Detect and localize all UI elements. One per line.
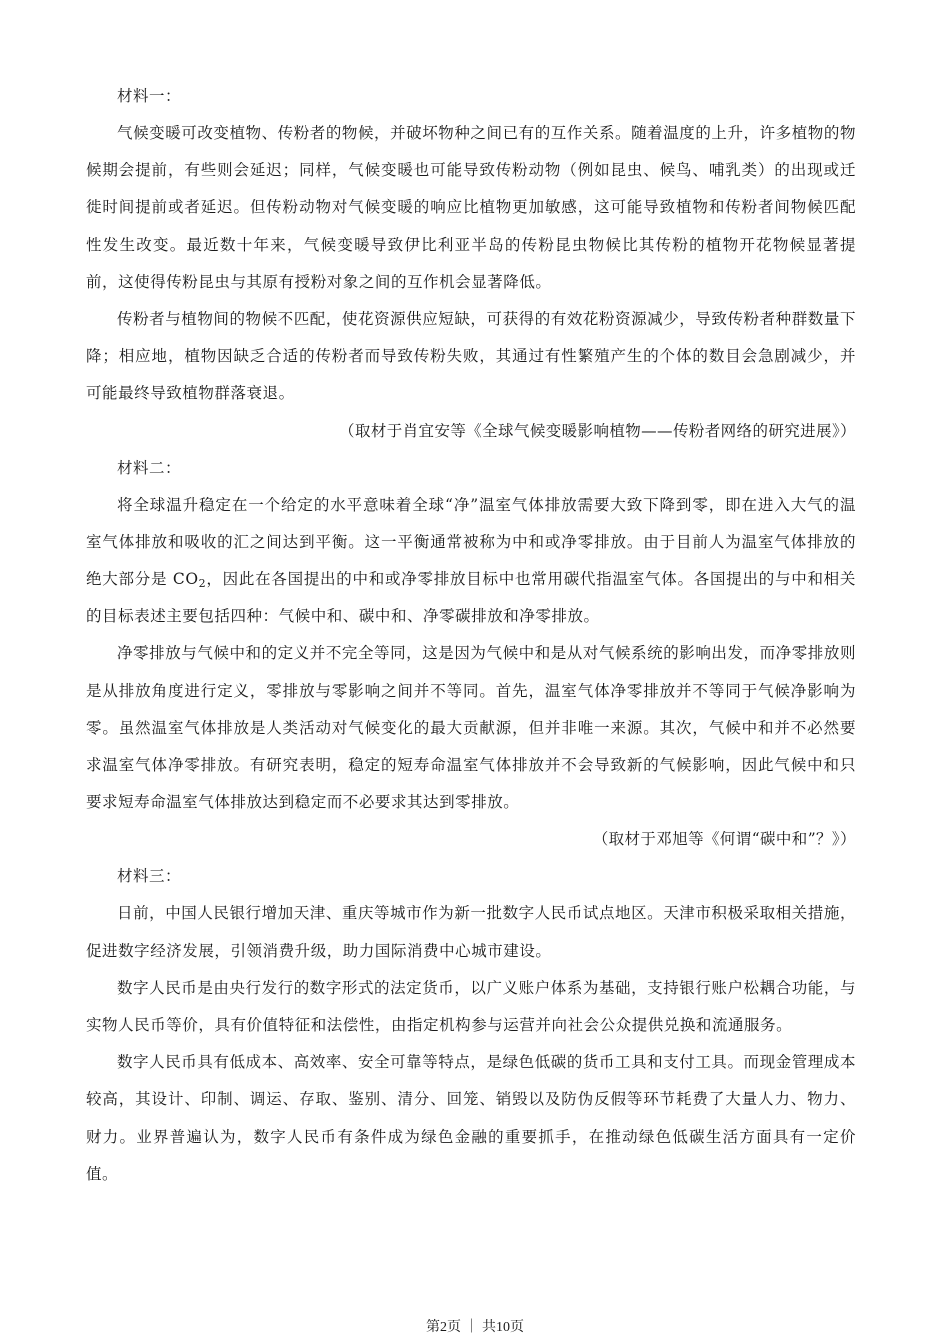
material-3-paragraph-2: 数字人民币是由央行发行的数字形式的法定货币，以广义账户体系为基础，支持银行账户松耦合功能，与实物人民币等价，具有价值特征和法偿性，由指定机构参与运营并向社会公众提供兑换和流通服务。	[86, 978, 856, 1035]
material-3-label: 材料三：	[117, 867, 182, 886]
page-footer: 第2页 ｜ 共10页	[426, 1320, 524, 1335]
co2-subscript: 2	[198, 577, 207, 591]
material-2-paragraph-1	[86, 487, 856, 636]
material-2-source: （取材于邓旭等《何谓“碳中和”？》）	[592, 830, 856, 849]
material-2-label: 材料二：	[117, 458, 182, 477]
material-1-paragraph-1: 气候变暖可改变植物、传粉者的物候，并破坏物种之间已有的互作关系。随着温度的上升，许多植物的物候期会提前，有些则会延迟；同样，气候变暖也可能导致传粉动物（例如昆虫、候鸟、哺乳类）的出现或迁徙时间提前或者延迟。但传粉动物对气候变暖的响应比植物更加敏感，这可能导致植物和传粉者间物候匹配性发生改变。最近数十年来，气候变暖导致伊比利亚半岛的传粉昆虫物候比其传粉的植物开花物候显著提前，这使得传粉昆虫与其原有授粉对象之间的互作机会显著降低。	[86, 124, 856, 291]
material-2-p1-text-a: 将全球温升稳定在一个给定的水平意味着全球“净”温室气体排放需要大致下降到零，即在进入大气的温室气体排放和吸收的汇之间达到平衡。这一平衡通常被称为中和或净零排放。由于目前人为温室气体排放的绝大部分是 CO	[86, 495, 856, 589]
material-1-paragraph-2: 传粉者与植物间的物候不匹配，使花资源供应短缺，可获得的有效花粉资源减少，导致传粉者种群数量下降；相应地，植物因缺乏合适的传粉者而导致传粉失败，其通过有性繁殖产生的个体的数目会急剧减少，并可能最终导致植物群落衰退。	[86, 310, 856, 403]
material-1-source: （取材于肖宜安等《全球气候变暖影响植物——传粉者网络的研究进展》）	[339, 421, 856, 440]
document-page	[86, 78, 856, 1193]
material-2-p1-text-b: ，因此在各国提出的中和或净零排放目标中也常用碳代指温室气体。各国提出的与中和相关的目标表述主要包括四种：气候中和、碳中和、净零碳排放和净零排放。	[86, 570, 856, 626]
material-3-paragraph-3: 数字人民币具有低成本、高效率、安全可靠等特点，是绿色低碳的货币工具和支付工具。而现金管理成本较高，其设计、印制、调运、存取、鉴别、清分、回笼、销毁以及防伪反假等环节耗费了大量人力、物力、财力。业界普遍认为，数字人民币有条件成为绿色金融的重要抓手，在推动绿色低碳生活方面具有一定价值。	[86, 1053, 856, 1183]
material-3-paragraph-1: 日前，中国人民银行增加天津、重庆等城市作为新一批数字人民币试点地区。天津市积极采取相关措施，促进数字经济发展，引领消费升级，助力国际消费中心城市建设。	[86, 904, 856, 960]
material-2-paragraph-2: 净零排放与气候中和的定义并不完全等同，这是因为气候中和是从对气候系统的影响出发，而净零排放则是从排放角度进行定义，零排放与零影响之间并不等同。首先，温室气体净零排放并不等同于气候净影响为零。虽然温室气体排放是人类活动对气候变化的最大贡献源，但并非唯一来源。其次，气候中和并不必然要求温室气体净零排放。有研究表明，稳定的短寿命温室气体排放并不会导致新的气候影响，因此气候中和只要求短寿命温室气体排放达到稳定而不必要求其达到零排放。	[86, 644, 856, 812]
material-1-label: 材料一：	[117, 87, 182, 105]
